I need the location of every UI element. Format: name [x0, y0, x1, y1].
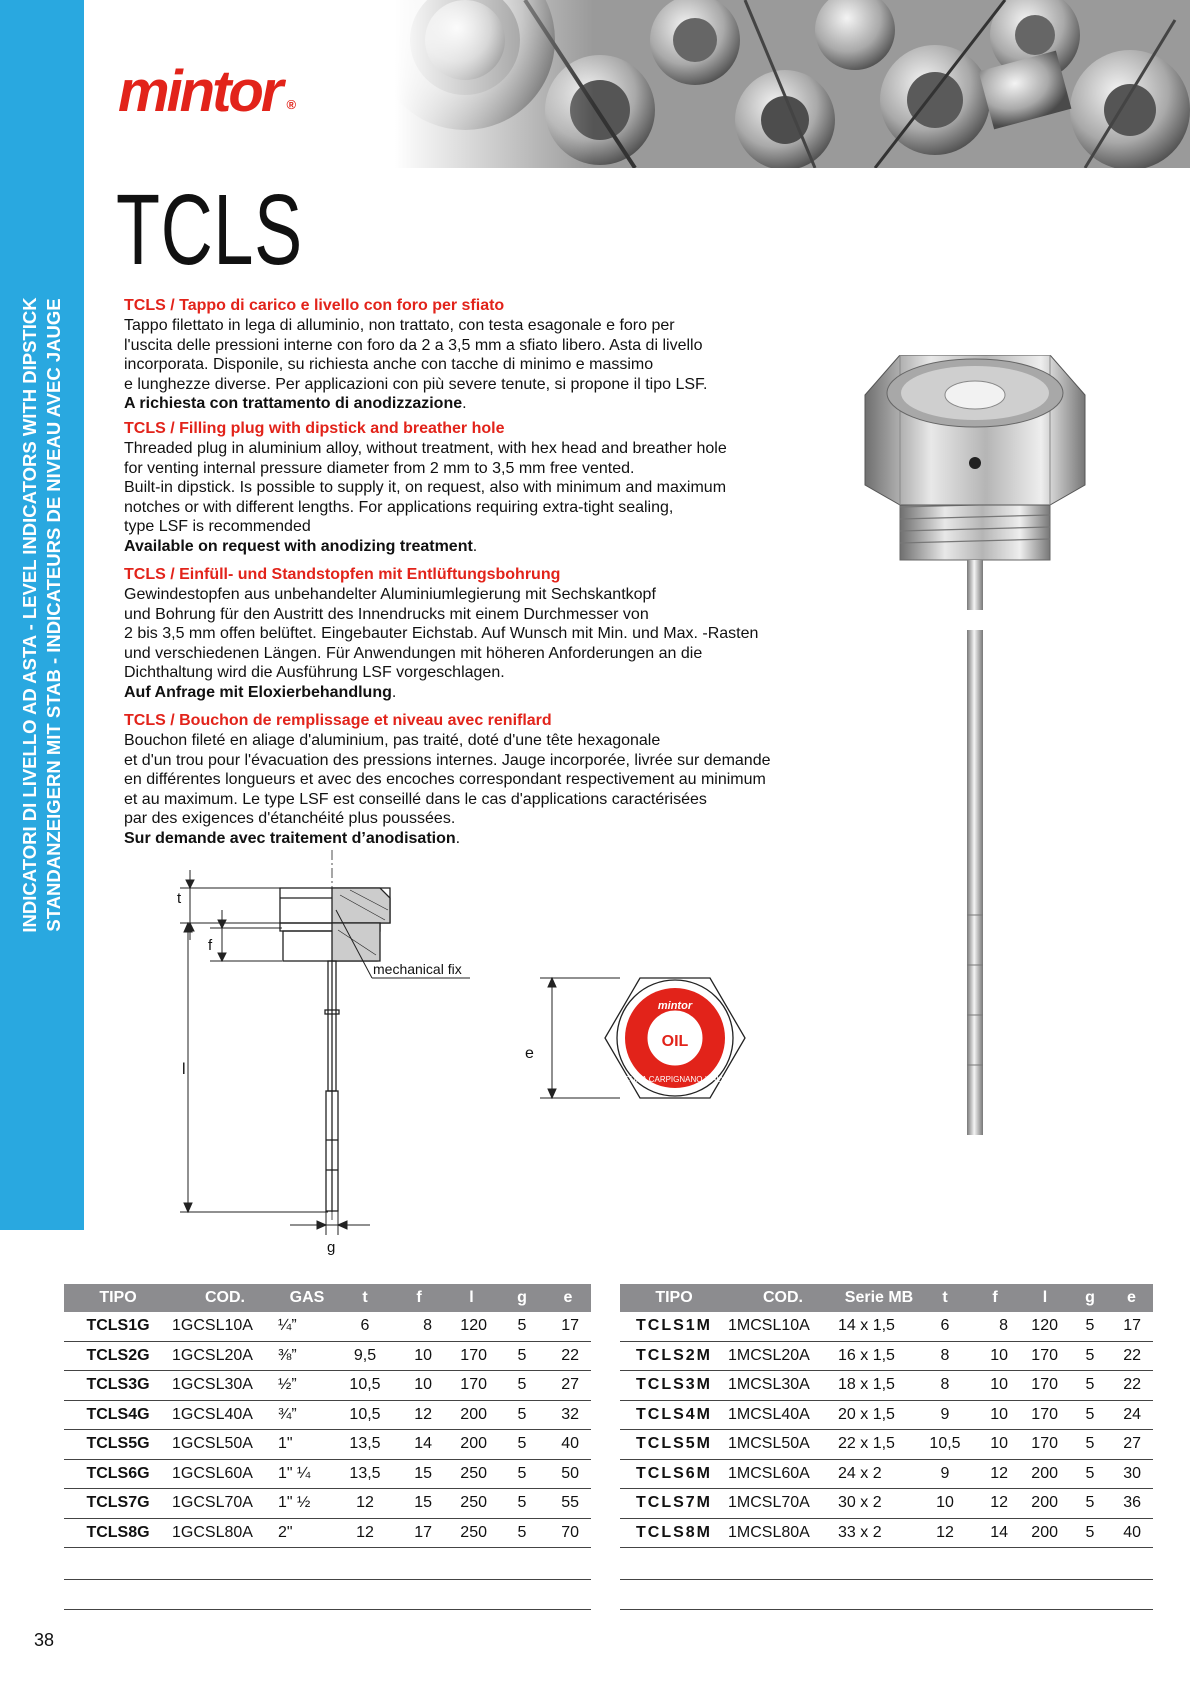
table-row	[620, 1459, 1153, 1489]
cell-g: 5	[499, 1459, 545, 1489]
table-row	[620, 1312, 1153, 1341]
sidebar-title	[18, 297, 66, 932]
dimension-t	[180, 870, 280, 940]
description-emphasis-line	[124, 683, 864, 703]
cell-t: 13,5	[336, 1430, 394, 1460]
description-line: et d'un trou pour l'évacuation des pressions internes. Jauge incorporée, livrée sur demande	[124, 751, 771, 769]
description-line: l'uscita delle pressioni interne con foro da 2 a 3,5 mm a sfiato libero. Asta di livello	[124, 336, 703, 354]
cell-f: 14	[970, 1518, 1020, 1548]
cell-l: 200	[444, 1430, 499, 1460]
technical-drawing	[160, 850, 760, 1275]
cell-t: 10,5	[336, 1371, 394, 1401]
description-emphasis: Available on request with anodizing treatment	[124, 537, 473, 555]
cell-f: 10	[394, 1341, 444, 1371]
cell-cod: 1MCSL50A	[728, 1430, 838, 1460]
cell-g: 5	[499, 1489, 545, 1519]
header-photo-collage	[395, 0, 1190, 168]
cell-l: 120	[444, 1312, 499, 1341]
cell-t: 12	[920, 1518, 970, 1548]
cell-g: 5	[499, 1518, 545, 1548]
cell-l: 170	[1020, 1371, 1070, 1401]
table-row	[64, 1400, 591, 1430]
cell-e: 27	[1110, 1430, 1153, 1460]
cell-e: 22	[545, 1341, 591, 1371]
label-g: g	[327, 1239, 336, 1256]
cell-cod: 1MCSL70A	[728, 1489, 838, 1519]
cell-cod: 1GCSL10A	[172, 1312, 278, 1341]
cell-l: 170	[1020, 1400, 1070, 1430]
cell-tipo: TCLS6G	[64, 1459, 172, 1489]
table-row	[620, 1400, 1153, 1430]
product-photo	[840, 355, 1110, 1150]
cell-gas: ¼”	[278, 1312, 336, 1341]
cap-oil-text: OIL	[661, 1033, 689, 1050]
header-f: f	[394, 1284, 444, 1312]
cell-l: 170	[1020, 1430, 1070, 1460]
description-heading: TCLS / Bouchon de remplissage et niveau avec reniflard	[124, 712, 552, 729]
header-t: t	[336, 1284, 394, 1312]
cell-serie: 16 x 1,5	[838, 1341, 920, 1371]
table-row	[64, 1459, 591, 1489]
header-l: l	[444, 1284, 499, 1312]
cell-tipo: TCLS3M	[620, 1371, 728, 1401]
cell-t: 10	[920, 1489, 970, 1519]
description-line: Threaded plug in aluminium alloy, without treatment, with hex head and breather hole	[124, 440, 727, 457]
description-italian	[124, 296, 864, 414]
header-e: e	[545, 1284, 591, 1312]
description-french	[124, 711, 864, 848]
cell-gas: ⅜”	[278, 1341, 336, 1371]
cell-cod: 1GCSL20A	[172, 1341, 278, 1371]
description-emphasis: Auf Anfrage mit Eloxierbehandlung	[124, 683, 392, 701]
side-view-drawing	[280, 850, 390, 1220]
cell-gas: ½”	[278, 1371, 336, 1401]
cell-l: 250	[444, 1518, 499, 1548]
dimension-l	[180, 923, 328, 1212]
header-tipo: TIPO	[64, 1284, 172, 1312]
cell-cod: 1GCSL60A	[172, 1459, 278, 1489]
cell-f: 10	[970, 1400, 1020, 1430]
cell-g: 5	[499, 1371, 545, 1401]
table-row	[64, 1430, 591, 1460]
cell-gas: ¾”	[278, 1400, 336, 1430]
cell-e: 32	[545, 1400, 591, 1430]
cell-serie: 22 x 1,5	[838, 1430, 920, 1460]
cell-tipo: TCLS7M	[620, 1489, 728, 1519]
cell-t: 9	[920, 1400, 970, 1430]
cell-serie: 18 x 1,5	[838, 1371, 920, 1401]
description-line: et au maximum. Le type LSF est conseillé dans le cas d'applications caractérisées	[124, 790, 707, 808]
cell-g: 5	[1070, 1489, 1110, 1519]
logo-text: mintor	[118, 59, 281, 124]
description-line: Dichthaltung wird die Ausführung LSF vorgeschlagen.	[124, 664, 505, 681]
header-f: f	[970, 1284, 1020, 1312]
description-line: 2 bis 3,5 mm offen belüftet. Eingebauter Eichstab. Auf Wunsch mit Min. und Max. -Rasten	[124, 625, 759, 642]
product-title: TCLS	[116, 174, 303, 286]
cell-gas: 1" ½	[278, 1489, 336, 1519]
description-english	[124, 419, 864, 556]
header-tipo: TIPO	[620, 1284, 728, 1312]
cell-g: 5	[1070, 1459, 1110, 1489]
cell-f: 10	[970, 1430, 1020, 1460]
cell-serie: 33 x 2	[838, 1518, 920, 1548]
header-e: e	[1110, 1284, 1153, 1312]
description-line: Bouchon fileté en aliage d'aluminium, pas traité, doté d'une tête hexagonale	[124, 732, 661, 749]
cell-l: 250	[444, 1459, 499, 1489]
description-heading: TCLS / Einfüll- und Standstopfen mit Entlüftungsbohrung	[124, 566, 561, 583]
header-cod: COD.	[728, 1284, 838, 1312]
cell-t: 8	[920, 1371, 970, 1401]
cell-l: 120	[1020, 1312, 1070, 1341]
label-l: l	[182, 1061, 186, 1078]
cell-t: 12	[336, 1489, 394, 1519]
header-l: l	[1020, 1284, 1070, 1312]
description-emphasis-line	[124, 394, 864, 414]
cell-tipo: TCLS3G	[64, 1371, 172, 1401]
cell-e: 36	[1110, 1489, 1153, 1519]
table-blank-line	[620, 1609, 1153, 1610]
cell-f: 10	[394, 1371, 444, 1401]
description-line: und verschiedenen Längen. Für Anwendungen mit höheren Anforderungen an die	[124, 644, 703, 662]
cell-f: 15	[394, 1489, 444, 1519]
cell-g: 5	[1070, 1430, 1110, 1460]
cell-t: 9,5	[336, 1341, 394, 1371]
cell-f: 12	[970, 1489, 1020, 1519]
header-gas: GAS	[278, 1284, 336, 1312]
sidebar-band	[0, 0, 84, 1230]
dimension-g	[290, 1195, 370, 1235]
table-header-row	[64, 1284, 591, 1312]
description-heading: TCLS / Filling plug with dipstick and breather hole	[124, 420, 505, 437]
cell-e: 27	[545, 1371, 591, 1401]
registered-mark: ®	[286, 97, 297, 112]
cap-ring-text: CURA CARPIGNANO ITALY	[624, 1075, 726, 1084]
table-row	[64, 1371, 591, 1401]
table-row	[620, 1430, 1153, 1460]
dimension-f	[210, 910, 282, 961]
cell-g: 5	[1070, 1400, 1110, 1430]
cell-t: 10,5	[920, 1430, 970, 1460]
cell-g: 5	[499, 1312, 545, 1341]
cell-cod: 1MCSL20A	[728, 1341, 838, 1371]
table-blank-line	[620, 1579, 1153, 1580]
description-line: type LSF is recommended	[124, 518, 311, 535]
cell-f: 17	[394, 1518, 444, 1548]
description-line: Built-in dipstick. Is possible to supply it, on request, also with minimum and maximum	[124, 479, 727, 496]
cell-f: 12	[970, 1459, 1020, 1489]
description-emphasis-line	[124, 829, 864, 849]
description-german	[124, 565, 864, 702]
description-emphasis: Sur demande avec traitement d’anodisation	[124, 829, 456, 847]
table-row	[620, 1341, 1153, 1371]
cell-gas: 1" ¼	[278, 1459, 336, 1489]
cell-l: 200	[444, 1400, 499, 1430]
cell-t: 8	[920, 1341, 970, 1371]
label-t: t	[177, 890, 182, 907]
cell-tipo: TCLS8G	[64, 1518, 172, 1548]
cell-f: 15	[394, 1459, 444, 1489]
cell-t: 9	[920, 1459, 970, 1489]
table-row	[64, 1518, 591, 1548]
cell-gas: 2"	[278, 1518, 336, 1548]
description-line: und Bohrung für den Austritt des Innendrucks mit einem Durchmesser von	[124, 605, 649, 623]
description-line: notches or with different lengths. For applications requiring extra-tight sealing,	[124, 498, 674, 516]
header-g: g	[499, 1284, 545, 1312]
cell-l: 200	[1020, 1518, 1070, 1548]
label-e: e	[525, 1045, 534, 1062]
cell-t: 10,5	[336, 1400, 394, 1430]
description-emphasis-end: .	[472, 537, 478, 555]
cell-tipo: TCLS1M	[620, 1312, 728, 1341]
cell-g: 5	[499, 1341, 545, 1371]
cell-f: 8	[970, 1312, 1020, 1341]
cell-e: 24	[1110, 1400, 1153, 1430]
header-serie-mb: Serie MB	[838, 1284, 920, 1312]
table-row	[620, 1371, 1153, 1401]
cell-cod: 1MCSL80A	[728, 1518, 838, 1548]
description-line: incorporata. Disponile, su richiesta anche con tacche di minimo e massimo	[124, 356, 654, 373]
cell-serie: 20 x 1,5	[838, 1400, 920, 1430]
table-row	[620, 1518, 1153, 1548]
cell-l: 170	[444, 1341, 499, 1371]
cell-f: 12	[394, 1400, 444, 1430]
cell-serie: 14 x 1,5	[838, 1312, 920, 1341]
description-line: e lunghezze diverse. Per applicazioni con più severe tenute, si propone il tipo LSF.	[124, 375, 708, 393]
cell-tipo: TCLS4G	[64, 1400, 172, 1430]
cell-tipo: TCLS5M	[620, 1430, 728, 1460]
cell-f: 8	[394, 1312, 444, 1341]
cell-t: 12	[336, 1518, 394, 1548]
spec-table-metric	[620, 1284, 1153, 1548]
cell-g: 5	[1070, 1312, 1110, 1341]
cell-cod: 1MCSL60A	[728, 1459, 838, 1489]
cell-l: 170	[444, 1371, 499, 1401]
cell-t: 13,5	[336, 1459, 394, 1489]
cell-e: 30	[1110, 1459, 1153, 1489]
description-emphasis-end: .	[391, 683, 397, 701]
table-row	[64, 1312, 591, 1341]
header-t: t	[920, 1284, 970, 1312]
table-blank-line	[64, 1609, 591, 1610]
sidebar-line-1: INDICATORI DI LIVELLO AD ASTA - LEVEL INDICATORS WITH DIPSTICK	[19, 297, 40, 933]
cell-e: 50	[545, 1459, 591, 1489]
table-row	[620, 1489, 1153, 1519]
cell-g: 5	[499, 1400, 545, 1430]
cell-tipo: TCLS1G	[64, 1312, 172, 1341]
cell-f: 10	[970, 1371, 1020, 1401]
cell-cod: 1GCSL50A	[172, 1430, 278, 1460]
table-row	[64, 1341, 591, 1371]
cell-cod: 1MCSL40A	[728, 1400, 838, 1430]
description-line: Tappo filettato in lega di alluminio, non trattato, con testa esagonale e foro per	[124, 317, 675, 334]
table-blank-line	[64, 1579, 591, 1580]
cell-g: 5	[1070, 1341, 1110, 1371]
cell-l: 250	[444, 1489, 499, 1519]
description-emphasis-end: .	[462, 395, 467, 412]
description-emphasis-line	[124, 537, 864, 557]
description-line: par des exigences d'étanchéité plus poussées.	[124, 810, 456, 827]
page-number: 38	[34, 1630, 55, 1650]
description-line: en différentes longueurs et avec des encoches correspondant respectivement au minimum	[124, 771, 766, 788]
cell-gas: 1"	[278, 1430, 336, 1460]
cell-serie: 24 x 2	[838, 1459, 920, 1489]
mintor-logo	[118, 58, 297, 125]
cell-cod: 1GCSL40A	[172, 1400, 278, 1430]
cell-e: 40	[545, 1430, 591, 1460]
cell-l: 200	[1020, 1459, 1070, 1489]
cell-tipo: TCLS6M	[620, 1459, 728, 1489]
cell-g: 5	[499, 1430, 545, 1460]
label-f: f	[208, 937, 213, 954]
description-heading: TCLS / Tappo di carico e livello con foro per sfiato	[124, 297, 505, 314]
cell-e: 17	[1110, 1312, 1153, 1341]
cell-t: 6	[336, 1312, 394, 1341]
cell-cod: 1MCSL10A	[728, 1312, 838, 1341]
cell-cod: 1GCSL70A	[172, 1489, 278, 1519]
cell-f: 14	[394, 1430, 444, 1460]
cell-tipo: TCLS8M	[620, 1518, 728, 1548]
header-cod: COD.	[172, 1284, 278, 1312]
header-g: g	[1070, 1284, 1110, 1312]
cap-brand-text: mintor	[657, 1000, 693, 1012]
cell-f: 10	[970, 1341, 1020, 1371]
cell-tipo: TCLS2G	[64, 1341, 172, 1371]
cell-tipo: TCLS5G	[64, 1430, 172, 1460]
label-mechanical-fix: mechanical fix	[373, 961, 462, 977]
cell-tipo: TCLS2M	[620, 1341, 728, 1371]
cell-cod: 1GCSL80A	[172, 1518, 278, 1548]
cell-l: 200	[1020, 1489, 1070, 1519]
description-emphasis-end: .	[455, 829, 461, 847]
cell-e: 70	[545, 1518, 591, 1548]
sidebar-line-2: STANDANZEIGERN MIT STAB - INDICATEURS DE NIVEAU AVEC JAUGE	[43, 298, 64, 932]
cell-tipo: TCLS7G	[64, 1489, 172, 1519]
cell-e: 17	[545, 1312, 591, 1341]
cell-g: 5	[1070, 1371, 1110, 1401]
spec-table-gas	[64, 1284, 591, 1548]
cell-e: 22	[1110, 1341, 1153, 1371]
cell-cod: 1GCSL30A	[172, 1371, 278, 1401]
description-emphasis: A richiesta con trattamento di anodizzazione	[124, 395, 463, 412]
description-line: for venting internal pressure diameter from 2 mm to 3,5 mm free vented.	[124, 459, 635, 477]
cell-g: 5	[1070, 1518, 1110, 1548]
table-row	[64, 1489, 591, 1519]
cell-serie: 30 x 2	[838, 1489, 920, 1519]
table-header-row	[620, 1284, 1153, 1312]
cell-e: 22	[1110, 1371, 1153, 1401]
cell-tipo: TCLS4M	[620, 1400, 728, 1430]
cell-e: 40	[1110, 1518, 1153, 1548]
cell-cod: 1MCSL30A	[728, 1371, 838, 1401]
cell-e: 55	[545, 1489, 591, 1519]
description-line: Gewindestopfen aus unbehandelter Aluminiumlegierung mit Sechskantkopf	[124, 586, 656, 603]
cell-t: 6	[920, 1312, 970, 1341]
cell-l: 170	[1020, 1341, 1070, 1371]
